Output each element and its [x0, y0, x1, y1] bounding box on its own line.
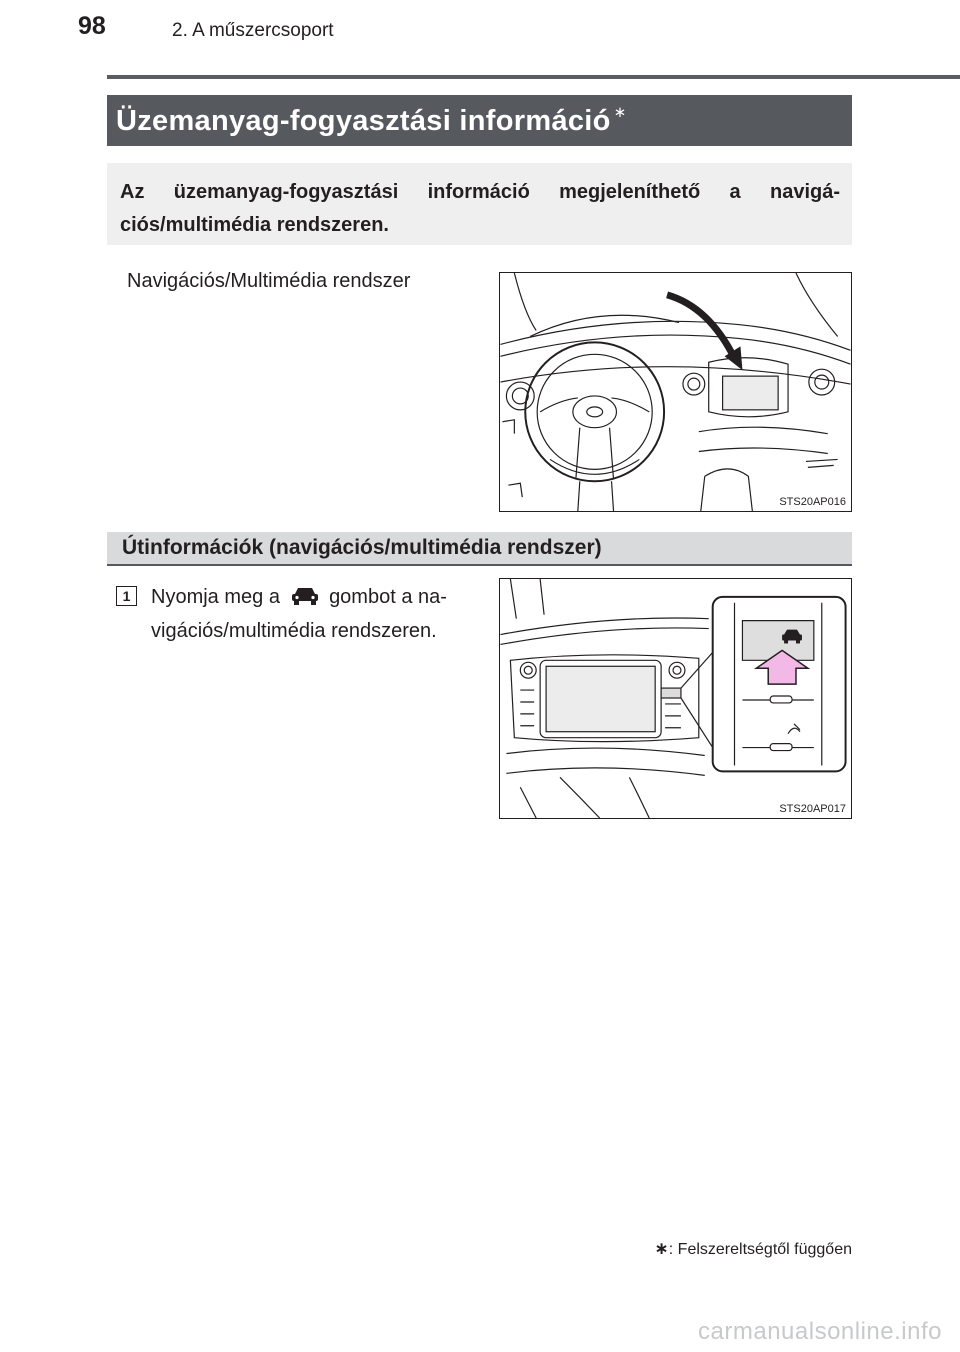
page-number: 98 [78, 12, 106, 40]
multimedia-button-illustration [499, 578, 852, 819]
footnote [655, 1239, 852, 1259]
dashboard-illustration [499, 272, 852, 512]
optional-equipment-mark: ∗ [613, 104, 627, 121]
step-instruction-line1 [151, 586, 447, 609]
intro-text: Az üzemanyag-fogyasztási információ megjeleníthető a navigá-ciós/multimédia rendszeren. [120, 181, 840, 236]
section-title [116, 103, 627, 138]
subsection-title: Útinformációk (navigációs/multimédia rendszer) [122, 536, 602, 559]
figure-code: STS20AP016 [779, 496, 846, 508]
chapter-title: 2. A műszercsoport [172, 20, 334, 41]
footnote-text: : Felszereltségtől függően [668, 1241, 852, 1258]
car-icon [290, 586, 320, 606]
header-divider [107, 75, 960, 79]
step-number-badge: 1 [116, 586, 137, 606]
figure-code: STS20AP017 [779, 803, 846, 815]
footnote-mark: ∗ [654, 1239, 669, 1258]
watermark: carmanualsonline.info [698, 1318, 942, 1345]
section-title-text: Üzemanyag-fogyasztási információ [116, 105, 611, 137]
step-text-before: Nyomja meg a [151, 586, 280, 608]
step-instruction-line2: vigációs/multimédia rendszeren. [151, 620, 437, 642]
figure-caption: Navigációs/Multimédia rendszer [127, 270, 411, 292]
step-text-after: gombot a na- [329, 586, 447, 608]
